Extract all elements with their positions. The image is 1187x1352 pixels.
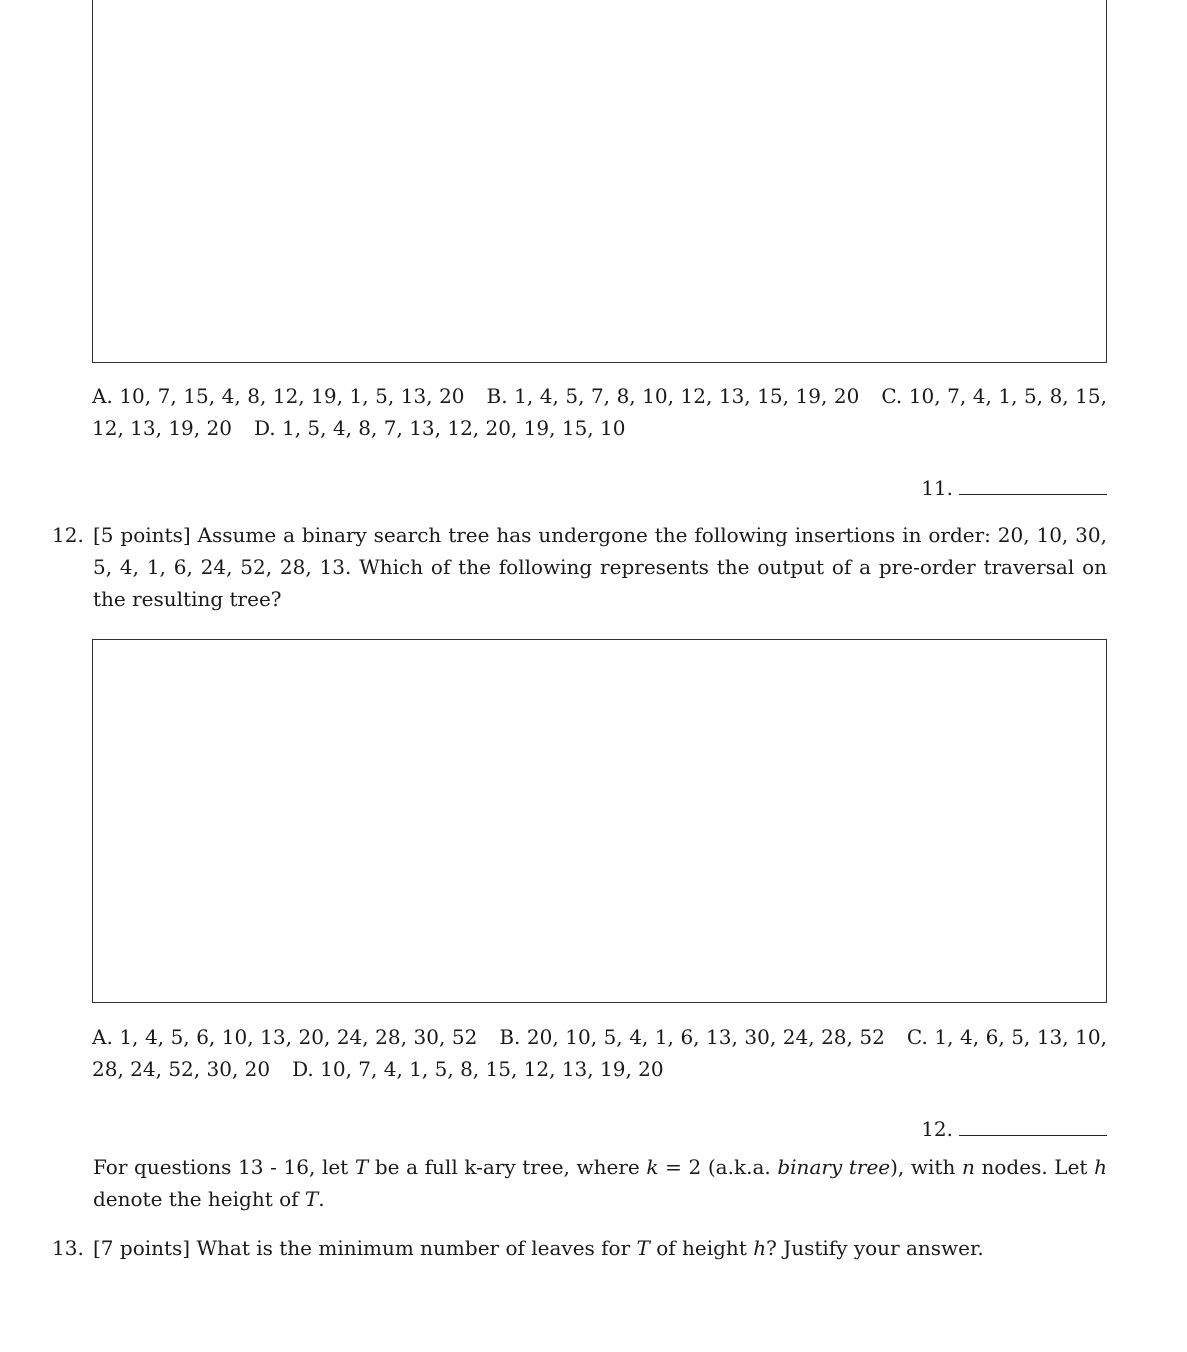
intro-text: For questions 13 - 16, let — [93, 1155, 355, 1179]
math-var: h — [1094, 1155, 1107, 1179]
answer-line-q11[interactable] — [921, 476, 1107, 500]
math-var: T — [636, 1236, 650, 1260]
work-box-q11[interactable] — [92, 0, 1107, 363]
math-var: T — [354, 1155, 369, 1179]
intro-text: . — [318, 1187, 325, 1211]
intro-text: be a full k-ary tree, where — [368, 1155, 647, 1179]
question-text-part: of height — [649, 1236, 754, 1260]
math-var: h — [753, 1236, 767, 1260]
question-12 — [52, 519, 1107, 615]
question-text — [93, 1232, 1107, 1264]
work-box-q12[interactable] — [92, 639, 1107, 1003]
choice-b: B. 1, 4, 5, 7, 8, 10, 12, 13, 15, 19, 20 — [486, 384, 860, 408]
choice-c: C. 1, 4, 6, 5, 13, 10, 28, 24, 52, 30, 20 — [92, 1025, 1107, 1081]
intro-text: = 2 (a.k.a. — [658, 1155, 778, 1179]
answer-number: 11. — [921, 476, 953, 500]
answer-blank[interactable] — [959, 1134, 1107, 1136]
choice-a: A. 10, 7, 15, 4, 8, 12, 19, 1, 5, 13, 20 — [92, 384, 465, 408]
choice-b: B. 20, 10, 5, 4, 1, 6, 13, 30, 24, 28, 52 — [499, 1025, 885, 1049]
answer-blank[interactable] — [959, 493, 1107, 495]
choice-d: D. 1, 5, 4, 8, 7, 13, 12, 20, 19, 15, 10 — [253, 416, 626, 440]
choice-c: C. 10, 7, 4, 1, 5, 8, 15, 12, 13, 19, 20 — [92, 384, 1107, 440]
answer-choices-q11 — [92, 380, 1107, 444]
answer-number: 12. — [921, 1117, 953, 1141]
choice-a: A. 1, 4, 5, 6, 10, 13, 20, 24, 28, 30, 52 — [92, 1025, 478, 1049]
question-text: [5 points] Assume a binary search tree has undergone the following insertions in order: 20, 10, 30, 5, 4, 1, 6, 24, 52, 28, 13. Which of the following represents the output of a pre-order traversal on the resulting tree? — [93, 523, 1107, 611]
question-text-part: ? Justify your answer. — [766, 1236, 984, 1260]
emphasis-text: binary tree — [777, 1155, 891, 1179]
math-var: T — [304, 1187, 319, 1211]
math-var: n — [961, 1155, 975, 1179]
intro-text: denote the height of — [93, 1187, 305, 1211]
intro-text: ), with — [890, 1155, 962, 1179]
math-var: k — [646, 1155, 659, 1179]
question-number: 13. — [52, 1236, 84, 1260]
question-number: 12. — [52, 523, 84, 547]
answer-line-q12[interactable] — [921, 1117, 1107, 1141]
section-intro — [93, 1151, 1107, 1215]
choice-d: D. 10, 7, 4, 1, 5, 8, 15, 12, 13, 19, 20 — [292, 1057, 664, 1081]
question-text-part: [7 points] What is the minimum number of leaves for — [93, 1236, 637, 1260]
question-13 — [52, 1232, 1107, 1264]
intro-text: nodes. Let — [974, 1155, 1095, 1179]
answer-choices-q12 — [92, 1021, 1107, 1085]
